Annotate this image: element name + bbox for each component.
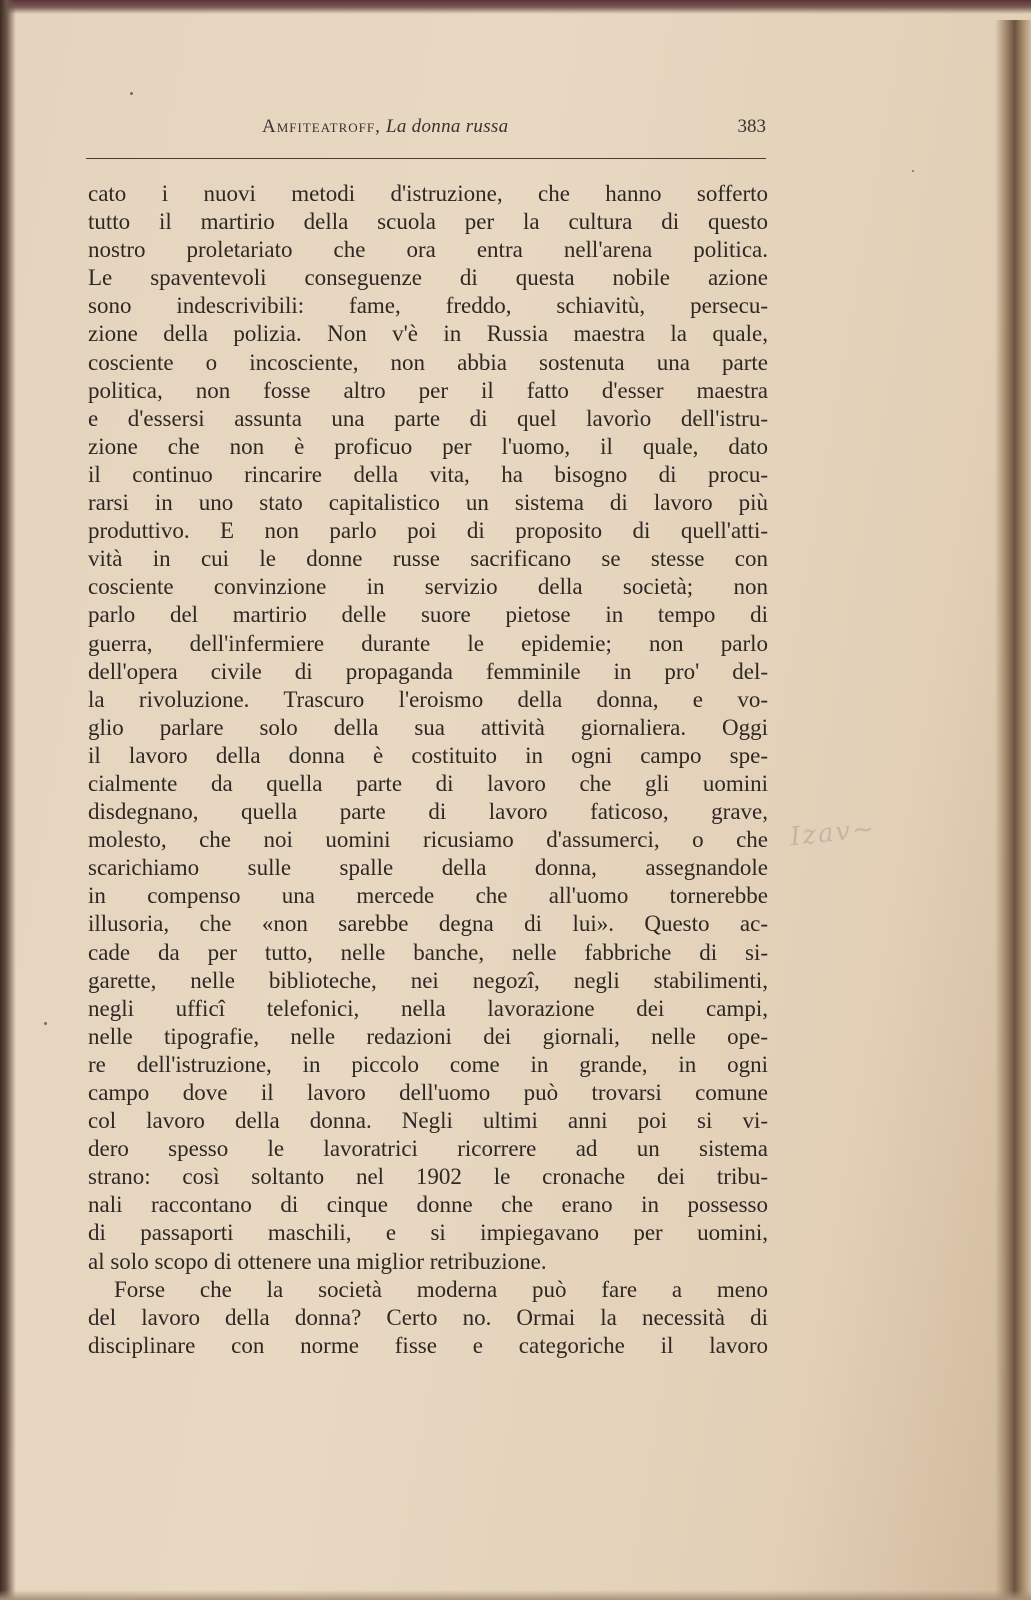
- running-header: [86, 116, 766, 148]
- text-line: del lavoro della donna? Certo no. Ormai la necessità di: [88, 1304, 768, 1330]
- text-line: in compenso una mercede che all'uomo tornerebbe: [88, 883, 768, 909]
- text-line: di passaporti maschili, e si impiegavano per uomini,: [88, 1220, 768, 1246]
- text-line: nelle tipografie, nelle redazioni dei giornali, nelle ope-: [88, 1023, 768, 1049]
- text-line: vità in cui le donne russe sacrificano se stesse con: [88, 546, 768, 572]
- text-line: dero spesso le lavoratrici ricorrere ad un sistema: [88, 1136, 768, 1162]
- text-line: cialmente da quella parte di lavoro che gli uomini: [88, 770, 768, 796]
- body-text: [88, 180, 768, 1360]
- text-line: negli ufficî telefonici, nella lavorazione dei campi,: [88, 995, 768, 1021]
- header-title: La donna russa: [385, 116, 509, 137]
- handwritten-marginalia: Izav~: [788, 813, 878, 853]
- text-line: cosciente o incosciente, non abbia sostenuta una parte: [88, 349, 768, 375]
- text-line: glio parlare solo della sua attività giornaliera. Oggi: [88, 714, 768, 740]
- text-line: il continuo rincarire della vita, ha bisogno di procu-: [88, 461, 768, 487]
- text-line: Forse che la società moderna può fare a meno: [114, 1276, 768, 1302]
- page-top-edge: [0, 0, 1031, 14]
- text-line: dell'opera civile di propaganda femminile in pro' del-: [88, 658, 768, 684]
- text-line: sono indescrivibili: fame, freddo, schiavitù, persecu-: [88, 293, 768, 319]
- paper-speck: [44, 1022, 47, 1025]
- text-line: politica, non fosse altro per il fatto d'esser maestra: [88, 377, 768, 403]
- text-line: cato i nuovi metodi d'istruzione, che hanno sofferto: [88, 181, 768, 206]
- page-number: 383: [737, 116, 766, 137]
- text-line: campo dove il lavoro dell'uomo può trovarsi comune: [88, 1080, 768, 1105]
- text-line: e d'essersi assunta una parte di quel lavorìo dell'istru-: [88, 405, 768, 431]
- text-line: zione della polizia. Non v'è in Russia maestra la quale,: [88, 321, 768, 347]
- header-author: Amfiteatroff,: [262, 116, 381, 137]
- text-line: guerra, dell'infermiere durante le epidemie; non parlo: [88, 630, 768, 656]
- text-line: tutto il martirio della scuola per la cultura di questo: [88, 209, 768, 235]
- page-right-edge: [995, 20, 1031, 1600]
- text-line: re dell'istruzione, in piccolo come in grande, in ogni: [88, 1051, 768, 1077]
- text-line: la rivoluzione. Trascuro l'eroismo della donna, e vo-: [88, 686, 768, 712]
- text-line: il lavoro della donna è costituito in ogni campo spe-: [88, 742, 768, 768]
- text-line: al solo scopo di ottenere una miglior retribuzione.: [88, 1248, 547, 1274]
- text-line: strano: così soltanto nel 1902 le cronache dei tribu-: [88, 1164, 768, 1190]
- text-line: disciplinare con norme fisse e categoriche il lavoro: [88, 1332, 768, 1358]
- text-line: Le spaventevoli conseguenze di questa nobile azione: [88, 265, 768, 291]
- text-line: parlo del martirio delle suore pietose in tempo di: [88, 602, 768, 628]
- text-line: cosciente convinzione in servizio della società; non: [88, 574, 768, 600]
- text-line: rarsi in uno stato capitalistico un sistema di lavoro più: [88, 490, 768, 516]
- text-line: cade da per tutto, nelle banche, nelle fabbriche di si-: [88, 939, 768, 965]
- text-line: molesto, che noi uomini ricusiamo d'assumerci, o che: [88, 827, 768, 853]
- text-line: nali raccontano di cinque donne che erano in possesso: [88, 1192, 768, 1218]
- running-head: [262, 116, 508, 138]
- text-line: nostro proletariato che ora entra nell'arena politica.: [88, 237, 768, 263]
- page-bottom-edge: [0, 1590, 1031, 1600]
- text-line: garette, nelle biblioteche, nei negozî, negli stabilimenti,: [88, 967, 768, 993]
- text-line: produttivo. E non parlo poi di proposito di quell'atti-: [88, 518, 768, 544]
- header-rule: [86, 158, 766, 159]
- text-line: col lavoro della donna. Negli ultimi anni poi si vi-: [88, 1108, 768, 1134]
- text-line: illusoria, che «non sarebbe degna di lui». Questo ac-: [88, 911, 768, 937]
- text-line: scarichiamo sulle spalle della donna, assegnandole: [88, 855, 768, 881]
- paper-speck: [130, 92, 133, 95]
- text-line: zione che non è proficuo per l'uomo, il quale, dato: [88, 433, 768, 459]
- text-line: disdegnano, quella parte di lavoro faticoso, grave,: [88, 799, 768, 825]
- page-left-edge: [0, 0, 16, 1600]
- paper-speck: [912, 170, 914, 172]
